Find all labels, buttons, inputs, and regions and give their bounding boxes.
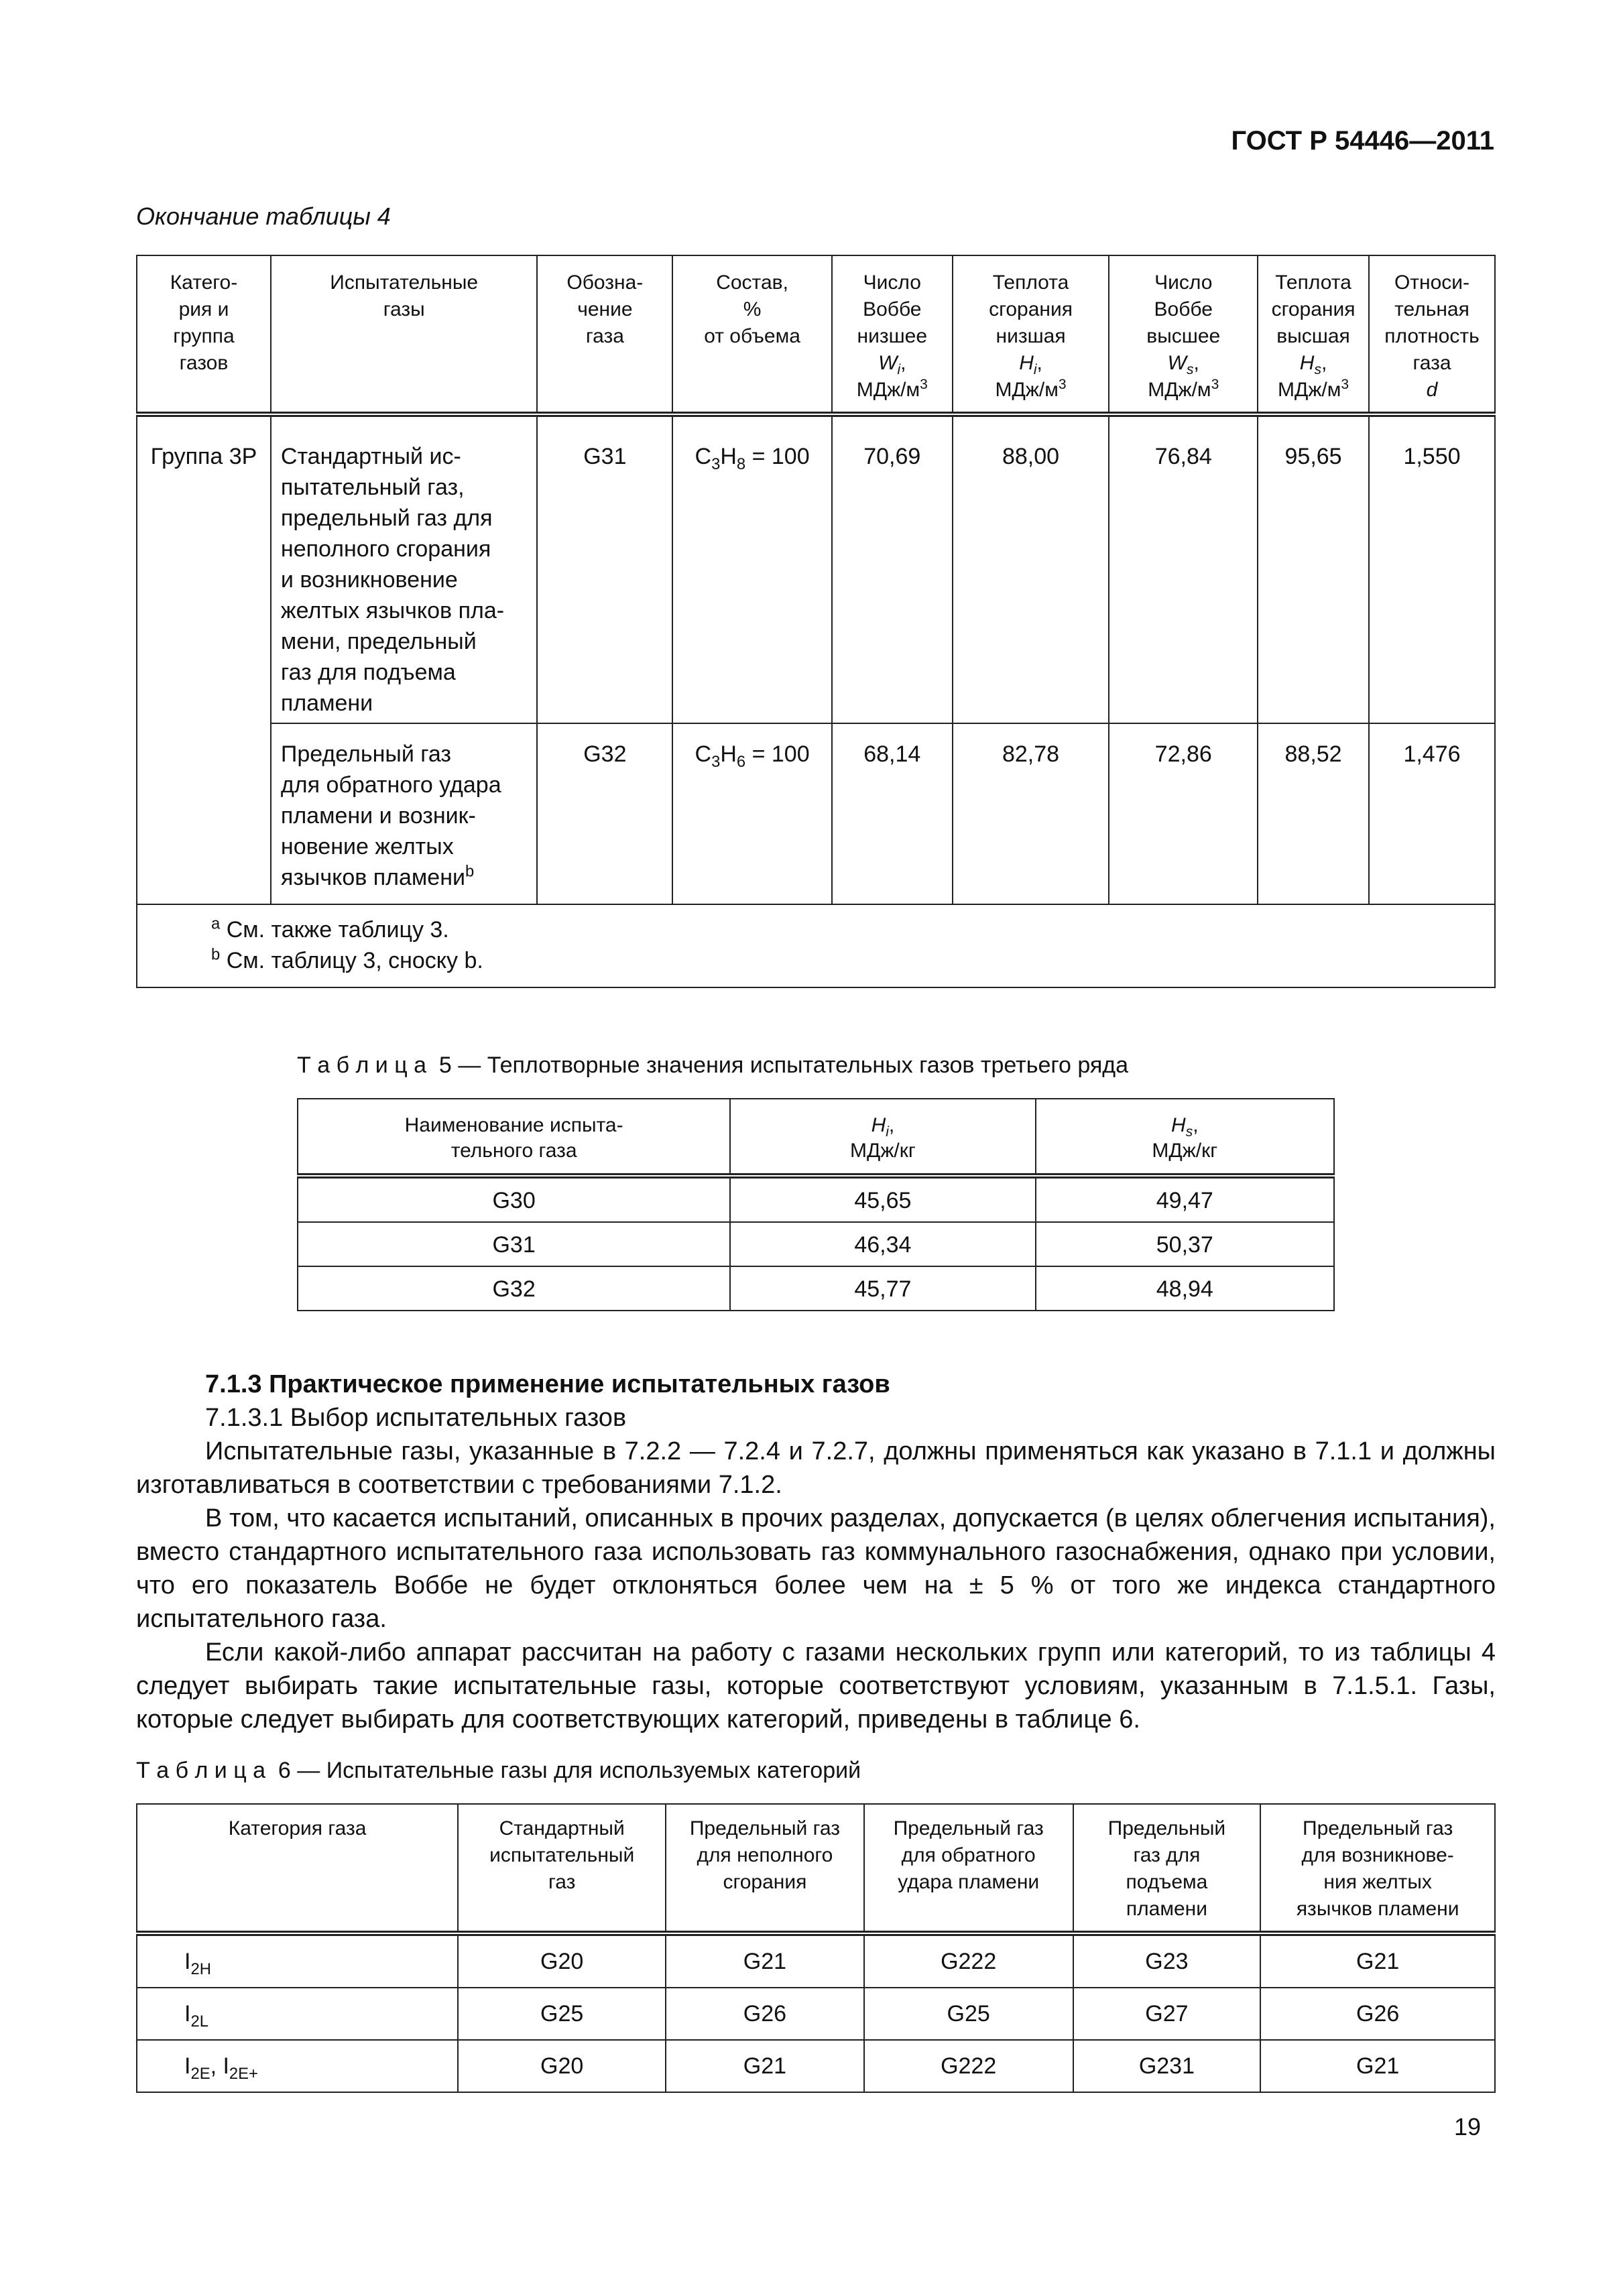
- yellow-tips-gas: G21: [1260, 2040, 1495, 2092]
- comp-element-b: H: [720, 444, 737, 469]
- header-standard-gas-text: Стандартный испытательный газ: [489, 1817, 635, 1893]
- header-heat-low: Теплота сгорания низшая $H_i$, МДж/$м^3$: [953, 255, 1109, 414]
- table-4: [136, 255, 1496, 988]
- hi-value: 45,77: [730, 1266, 1035, 1311]
- header-gas-name-text: Наименование испыта- тельного газа: [404, 1114, 623, 1162]
- header-composition: [672, 255, 832, 414]
- section-body: [136, 1368, 1496, 1736]
- incomplete-combustion-gas: G26: [666, 1988, 864, 2040]
- flashback-gas: G25: [864, 1988, 1073, 2040]
- header-wobbe-low: Число Воббе низшее $W_i$, МДж/$м^3$: [832, 255, 953, 414]
- cat-second: , I: [210, 2053, 229, 2079]
- header-wobbe-high-text: Число Воббе высшее: [1146, 271, 1221, 347]
- heat-low-unit-sup: 3: [1058, 377, 1067, 392]
- gas-code: G31: [537, 414, 672, 723]
- cat-sub: 2E: [190, 2064, 211, 2083]
- footnote-b: [211, 945, 1489, 976]
- header-hs: $H_s$, МДж/кг: [1036, 1099, 1334, 1176]
- comp-element-b: H: [720, 741, 737, 767]
- section-title: 7.1.3 Практическое применение испытательных газов: [205, 1370, 890, 1398]
- standard-number: ГОСТ Р 54446—2011: [1231, 126, 1494, 156]
- flame-lift-gas: G23: [1073, 1933, 1261, 1988]
- hs-unit: МДж/кг: [1152, 1140, 1218, 1162]
- header-gas-category: [137, 1804, 458, 1933]
- hs-value: 49,47: [1036, 1176, 1334, 1222]
- comp-sub-b: 8: [736, 455, 746, 473]
- footnote-mark-b: b: [465, 862, 475, 881]
- gas-name: G32: [298, 1266, 730, 1311]
- wobbe-high-sub: s: [1186, 362, 1194, 377]
- header-standard-gas: [458, 1804, 666, 1933]
- header-gas-name: [298, 1099, 730, 1176]
- table-4-notes: [137, 904, 1495, 987]
- cat-main: I: [184, 1949, 191, 1974]
- heat-high-value: 95,65: [1258, 414, 1369, 723]
- gas-description-text: Предельный газ для обратного удара пламени и возник- новение желтых: [280, 741, 501, 859]
- header-flashback-text: Предельный газ для обратного удара пламени: [893, 1817, 1044, 1893]
- heat-low-unit: МДж/м: [995, 379, 1059, 401]
- gas-description-last: пламени: [280, 690, 373, 716]
- hi-unit: МДж/кг: [850, 1140, 916, 1162]
- gas-description-text: Стандартный ис- пытательный газ, предельный газ для неполного сгорания и возникновение желтых язычков пла- мени, предельный газ для подъема: [280, 444, 505, 685]
- table-row: [298, 1176, 1334, 1222]
- header-yellow-tips-text: Предельный газ для возникнове- ния желтых язычков пламени: [1296, 1817, 1459, 1920]
- wobbe-low-unit-sup: 3: [920, 377, 928, 392]
- header-composition-text: Состав, % от объема: [704, 271, 800, 347]
- header-yellow-tips: [1260, 1804, 1495, 1933]
- table-row: [137, 2040, 1495, 2092]
- header-heat-high: Теплота сгорания высшая $H_s$, МДж/$м^3$: [1258, 255, 1369, 414]
- standard-gas: G20: [458, 2040, 666, 2092]
- group-cell: Группа 3Р: [137, 414, 271, 904]
- wobbe-high-unit: МДж/м: [1148, 379, 1211, 401]
- gas-code: G32: [537, 723, 672, 904]
- wobbe-low-value: 70,69: [832, 414, 953, 723]
- wobbe-high-value: 76,84: [1109, 414, 1258, 723]
- header-hi: $H_i$, МДж/кг: [730, 1099, 1035, 1176]
- table-6-caption: Т а б л и ц а 6 — Испытательные газы для используемых категорий: [136, 1758, 861, 1783]
- gas-name: G30: [298, 1176, 730, 1222]
- gas-description: [271, 414, 538, 723]
- header-heat-high-text: Теплота сгорания высшая: [1271, 271, 1356, 347]
- wobbe-high-symbol: W: [1167, 352, 1187, 374]
- wobbe-low-value: 68,14: [832, 723, 953, 904]
- table-6: [136, 1803, 1496, 2093]
- hi-value: 46,34: [730, 1222, 1035, 1266]
- header-incomplete-combustion: [666, 1804, 864, 1933]
- header-gas-category-text: Категория газа: [228, 1817, 367, 1839]
- heat-low-symbol: H: [1019, 352, 1034, 374]
- standard-gas: G25: [458, 1988, 666, 2040]
- comp-sub-b: 6: [736, 752, 746, 771]
- header-designation-text: Обозна- чение газа: [566, 271, 644, 347]
- wobbe-high-value: 72,86: [1109, 723, 1258, 904]
- flashback-gas: G222: [864, 1933, 1073, 1988]
- heat-high-symbol: H: [1299, 352, 1315, 374]
- header-incomplete-combustion-text: Предельный газ для неполного сгорания: [689, 1817, 841, 1893]
- hi-sub: i: [886, 1124, 889, 1140]
- table-5-header-row: [298, 1099, 1334, 1176]
- gas-name: G31: [298, 1222, 730, 1266]
- cat-sub: 2H: [190, 1959, 211, 1978]
- gas-category: [137, 2040, 458, 2092]
- flashback-gas: G222: [864, 2040, 1073, 2092]
- cat-main: I: [184, 2053, 191, 2079]
- table-5-caption: Т а б л и ц а 5 — Теплотворные значения испытательных газов третьего ряда: [297, 1052, 1129, 1078]
- wobbe-high-unit-sup: 3: [1211, 377, 1219, 392]
- heat-high-sub: s: [1314, 362, 1321, 377]
- footnote-a-text: См. также таблицу 3.: [220, 917, 449, 943]
- hs-value: 50,37: [1036, 1222, 1334, 1266]
- comp-sub-a: 3: [711, 752, 721, 771]
- page-number: 19: [1453, 2113, 1481, 2140]
- flame-lift-gas: G231: [1073, 2040, 1261, 2092]
- gas-description: [271, 723, 538, 904]
- comp-element-a: C: [695, 444, 712, 469]
- header-wobbe-high: Число Воббе высшее $W_s$, МДж/$м^3$: [1109, 255, 1258, 414]
- table-row: [137, 1933, 1495, 1988]
- heat-high-unit-sup: 3: [1341, 377, 1349, 392]
- standard-gas: G20: [458, 1933, 666, 1988]
- paragraph-1: Испытательные газы, указанные в 7.2.2 — 7.2.4 и 7.2.7, должны применяться как указано в 7.1.1 и должны изготавливаться в соответствии с требованиями 7.1.2.: [136, 1437, 1496, 1499]
- header-gases: [271, 255, 538, 414]
- footnote-b-text: См. таблицу 3, сноску b.: [220, 948, 483, 973]
- hi-symbol: H: [871, 1114, 886, 1136]
- footnote-a-mark: a: [211, 914, 221, 933]
- heat-high-value: 88,52: [1258, 723, 1369, 904]
- header-heat-low-text: Теплота сгорания низшая: [989, 271, 1073, 347]
- footnote-b-mark: b: [211, 945, 221, 964]
- gas-category: [137, 1988, 458, 2040]
- header-wobbe-low-text: Число Воббе низшее: [857, 271, 928, 347]
- comp-value: = 100: [745, 741, 810, 767]
- header-density-text: Относи- тельная плотность газа: [1384, 271, 1480, 374]
- heat-high-unit: МДж/м: [1278, 379, 1341, 401]
- table-4-header-row: [137, 255, 1495, 414]
- header-flame-lift-text: Предельный газ для подъема пламени: [1107, 1817, 1226, 1920]
- comp-sub-a: 3: [711, 455, 721, 473]
- comp-value: = 100: [745, 444, 810, 469]
- density-value: 1,476: [1369, 723, 1495, 904]
- heat-low-sub: i: [1033, 362, 1037, 377]
- hs-symbol: H: [1171, 1114, 1186, 1136]
- comp-element-a: C: [695, 741, 712, 767]
- paragraph-3: Если какой-либо аппарат рассчитан на работу с газами нескольких групп или категорий, то из таблицы 4 следует выбирать такие испытательные газы, которые соответствуют условиям, указанным в 7.1.5.1. Газы, которые следует выбирать для соответствующих категорий, приведены в таблице 6.: [136, 1638, 1496, 1734]
- table-6-header-row: [137, 1804, 1495, 1933]
- cat-second-sub: 2E+: [229, 2064, 258, 2083]
- flame-lift-gas: G27: [1073, 1988, 1261, 2040]
- header-flame-lift: [1073, 1804, 1261, 1933]
- cat-sub: 2L: [190, 2012, 208, 2031]
- table-row: [137, 723, 1495, 904]
- table-4-notes-row: [137, 904, 1495, 987]
- table-row: [298, 1222, 1334, 1266]
- yellow-tips-gas: G21: [1260, 1933, 1495, 1988]
- header-designation: [537, 255, 672, 414]
- header-category: [137, 255, 271, 414]
- gas-description-last: язычков пламени: [280, 865, 465, 890]
- gas-composition: [672, 414, 832, 723]
- density-symbol: d: [1426, 379, 1438, 401]
- table-5: [297, 1098, 1335, 1311]
- hs-value: 48,94: [1036, 1266, 1334, 1311]
- header-gases-text: Испытательные газы: [330, 271, 479, 320]
- header-category-text: Катего- рия и группа газов: [170, 271, 238, 374]
- paragraph-2: В том, что касается испытаний, описанных в прочих разделах, допускается (в целях облегчения испытания), вместо стандартного испытательного газа использовать газ коммунального газоснабжения, однако при условии, что его показатель Воббе не будет отклоняться более чем на ± 5 % от того же индекса стандартного испытательного газа.: [136, 1504, 1496, 1633]
- gas-category: [137, 1933, 458, 1988]
- table-row: [137, 414, 1495, 723]
- header-density: [1369, 255, 1495, 414]
- incomplete-combustion-gas: G21: [666, 1933, 864, 1988]
- cat-main: I: [184, 2001, 191, 2027]
- hi-value: 45,65: [730, 1176, 1035, 1222]
- header-flashback: [864, 1804, 1073, 1933]
- heat-low-value: 88,00: [953, 414, 1109, 723]
- footnote-a: [211, 914, 1489, 945]
- gas-composition: [672, 723, 832, 904]
- heat-low-value: 82,78: [953, 723, 1109, 904]
- table-row: [298, 1266, 1334, 1311]
- table-continuation-caption: Окончание таблицы 4: [136, 202, 391, 230]
- density-value: 1,550: [1369, 414, 1495, 723]
- wobbe-low-symbol: W: [878, 352, 898, 374]
- incomplete-combustion-gas: G21: [666, 2040, 864, 2092]
- table-row: [137, 1988, 1495, 2040]
- subsection-title: 7.1.3.1 Выбор испытательных газов: [205, 1404, 627, 1432]
- wobbe-low-sub: i: [897, 362, 901, 377]
- hs-sub: s: [1185, 1124, 1193, 1140]
- wobbe-low-unit: МДж/м: [856, 379, 920, 401]
- yellow-tips-gas: G26: [1260, 1988, 1495, 2040]
